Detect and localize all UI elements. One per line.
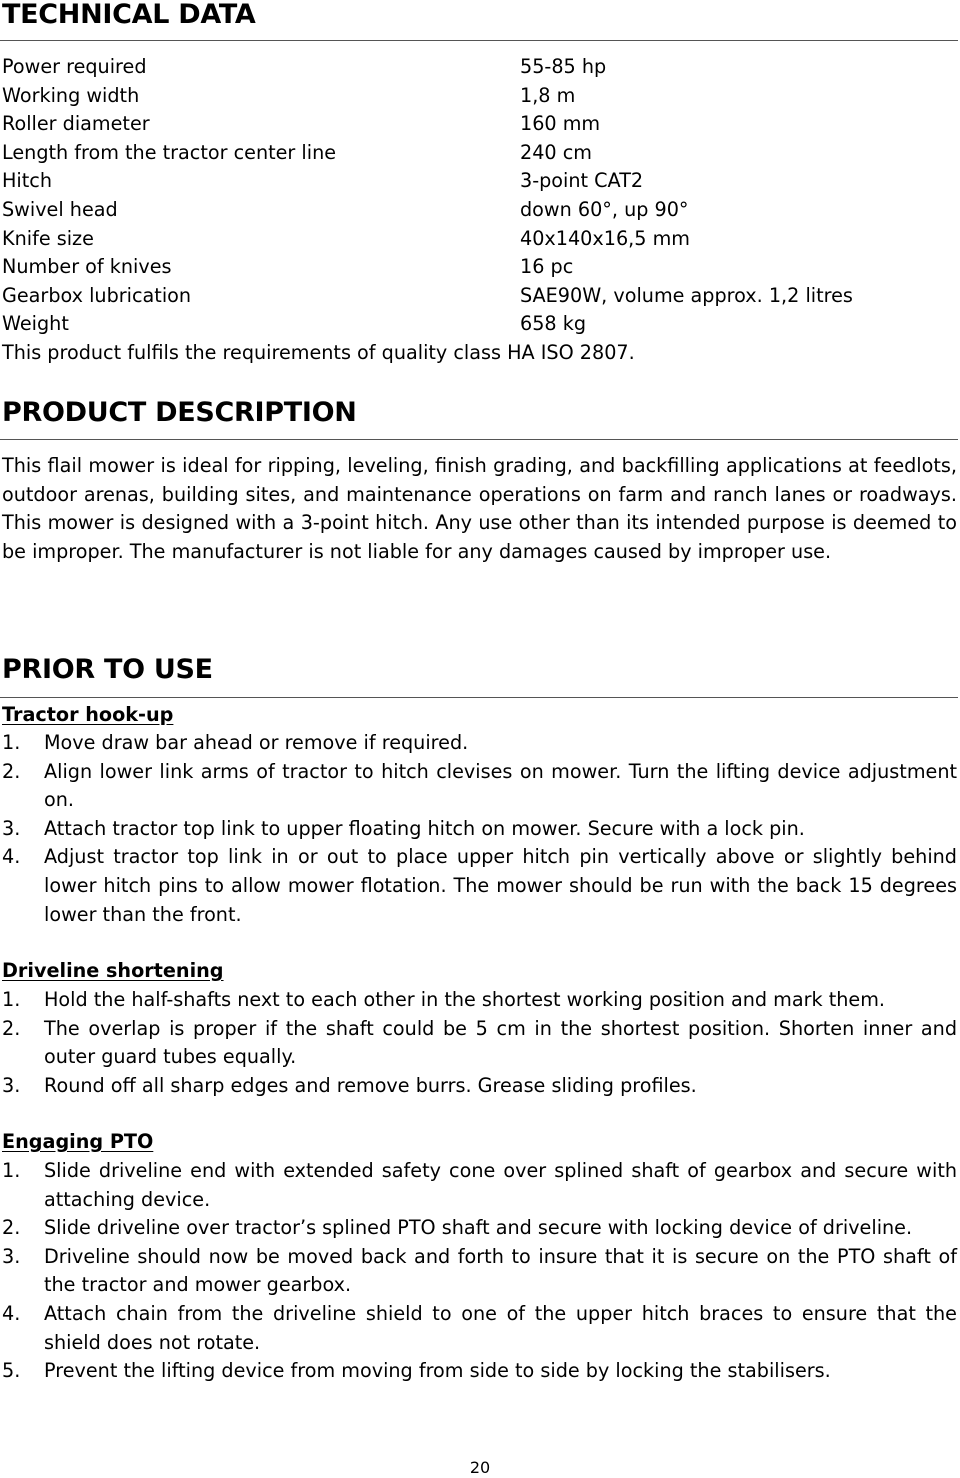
spec-value: 40x140x16,5 mm [520, 226, 690, 250]
step-number: 2. [2, 1216, 21, 1240]
spec-value: 240 cm [520, 140, 592, 164]
spec-row [2, 282, 952, 311]
page-number: 20 [469, 1458, 491, 1477]
step-text: Slide driveline end with extended safety cone over splined shaft of gearbox and secure with attaching device. [44, 1159, 957, 1211]
tractor-hookup-title: Tractor hook-up [2, 703, 174, 726]
spec-label: Hitch [2, 169, 52, 193]
spec-row [2, 310, 952, 339]
spec-label: Knife size [2, 226, 94, 250]
spec-value: down 60°, up 90° [520, 197, 689, 221]
step-number: 5. [2, 1359, 21, 1383]
step-number: 1. [2, 988, 21, 1011]
list-item [2, 1015, 957, 1072]
step-number: 4. [2, 1301, 21, 1325]
spec-value: 16 pc [520, 255, 574, 279]
spec-label: Weight [2, 312, 69, 336]
product-description-heading: PRODUCT DESCRIPTION [2, 397, 357, 428]
spec-label: Number of knives [2, 255, 172, 279]
spec-row [2, 253, 952, 282]
list-item [2, 1243, 957, 1300]
step-text: Prevent the lifting device from moving from side to side by locking the stabilisers. [44, 1359, 831, 1383]
step-text: Attach chain from the driveline shield to one of the upper hitch braces to ensure that the shield does not rotate. [44, 1301, 957, 1354]
step-text: Slide driveline over tractor’s splined PTO shaft and secure with locking device of driveline. [44, 1216, 913, 1240]
spec-row [2, 53, 952, 82]
step-number: 1. [2, 731, 21, 754]
step-number: 2. [2, 759, 21, 783]
spec-table [2, 53, 952, 339]
heading-divider [0, 40, 958, 41]
spec-label: Roller diameter [2, 112, 150, 136]
list-item [2, 1072, 957, 1101]
heading-divider [0, 697, 958, 698]
product-description-text: This flail mower is ideal for ripping, leveling, finish grading, and backfilling applications at feedlots, outdoor arenas, building sites, and maintenance operations on farm and ranch lanes or roadways. This mower is designed with a 3-point hitch. Any use other than its intended purpose is deemed to be improper. The manufacturer is not liable for any damages caused by improper use. [2, 454, 957, 563]
step-text: Round off all sharp edges and remove burrs. Grease sliding profiles. [44, 1073, 697, 1097]
spec-label: Power required [2, 55, 147, 78]
list-item [2, 843, 957, 929]
step-number: 3. [2, 816, 21, 840]
engaging-pto-title: Engaging PTO [2, 1130, 154, 1153]
spec-row [2, 225, 952, 254]
spec-value: 3-point CAT2 [520, 169, 644, 193]
list-item [2, 729, 957, 758]
driveline-shortening-title: Driveline shortening [2, 959, 224, 982]
step-text: The overlap is proper if the shaft could be 5 cm in the shortest position. Shorten inner and outer guard tubes equally. [44, 1016, 957, 1069]
step-text: Align lower link arms of tractor to hitch clevises on mower. Turn the lifting device adjustment on. [44, 759, 957, 812]
spec-row [2, 196, 952, 225]
list-item [2, 1214, 957, 1243]
step-number: 3. [2, 1073, 21, 1097]
spec-label: Working width [2, 83, 140, 107]
driveline-shortening-steps [2, 986, 957, 1100]
spec-label: Gearbox lubrication [2, 283, 192, 307]
step-text: Adjust tractor top link in or out to place upper hitch pin vertically above or slightly behind lower hitch pins to allow mower flotation. The mower should be run with the back 15 degrees lower than the front. [44, 845, 957, 926]
heading-divider [0, 439, 958, 440]
quality-note: This product fulfils the requirements of quality class HA ISO 2807. [2, 341, 635, 364]
spec-row [2, 82, 952, 111]
step-text: Move draw bar ahead or remove if required. [44, 731, 469, 754]
step-number: 2. [2, 1016, 21, 1040]
step-number: 4. [2, 845, 21, 869]
list-item [2, 1300, 957, 1357]
step-number: 3. [2, 1244, 21, 1268]
spec-value: 160 mm [520, 112, 601, 136]
spec-value: 55-85 hp [520, 55, 607, 78]
step-text: Hold the half-shafts next to each other in the shortest working position and mark them. [44, 988, 885, 1011]
spec-value: 1,8 m [520, 83, 576, 107]
spec-value: 658 kg [520, 312, 587, 336]
engaging-pto-steps [2, 1157, 957, 1386]
list-item [2, 986, 957, 1015]
list-item [2, 1157, 957, 1214]
list-item [2, 1357, 957, 1386]
prior-to-use-heading: PRIOR TO USE [2, 654, 213, 685]
step-number: 1. [2, 1159, 21, 1182]
technical-data-heading: TECHNICAL DATA [2, 0, 256, 30]
spec-row [2, 167, 952, 196]
spec-value: SAE90W, volume approx. 1,2 litres [520, 283, 853, 307]
spec-label: Length from the tractor center line [2, 140, 337, 164]
step-text: Attach tractor top link to upper floating hitch on mower. Secure with a lock pin. [44, 816, 805, 840]
tractor-hookup-steps [2, 729, 957, 929]
spec-label: Swivel head [2, 197, 118, 221]
spec-row [2, 110, 952, 139]
list-item [2, 758, 957, 815]
step-text: Driveline should now be moved back and forth to insure that it is secure on the PTO shaft of the tractor and mower gearbox. [44, 1244, 957, 1297]
list-item [2, 815, 957, 844]
spec-row [2, 139, 952, 168]
